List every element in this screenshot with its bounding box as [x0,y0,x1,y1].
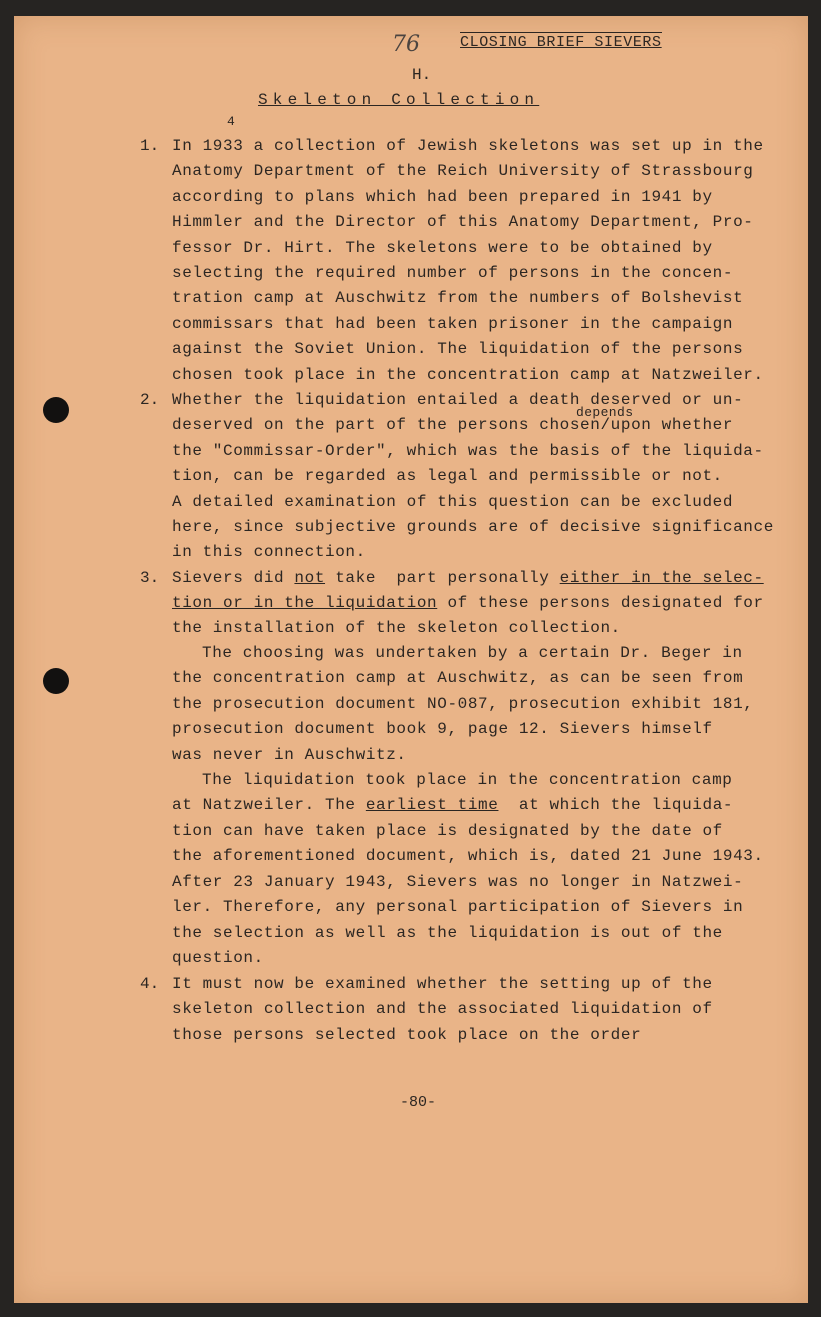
handwritten-page-number: 76 [392,32,420,57]
text-line: the installation of the skeleton collection. [172,619,621,637]
text-line: tration camp at Auschwitz from the numbers of Bolshevist [172,289,744,308]
text-line: was never in Auschwitz. [172,745,407,764]
text-line: deserved on the part of the persons chosen/upon whether [172,416,734,435]
text-line: fessor Dr. Hirt. The skeletons were to be obtained by [172,238,713,257]
section-title: Skeleton Collection [258,91,540,109]
text-line: It must now be examined whether the setting up of the [172,975,713,993]
text-line: the "Commissar-Order", which was the basis of the liquida- [172,441,764,460]
punch-hole [43,397,69,423]
paragraph-number: 2. [140,391,160,409]
typed-insertion: depends [576,405,634,420]
text-run: Sievers did [172,569,295,587]
text-line: Himmler and the Director of this Anatomy Department, Pro- [172,213,754,232]
text-run: at Natzweiler. The [172,796,366,814]
punch-hole [43,668,69,694]
text-line: in this connection. [172,543,366,562]
text-line [172,593,764,613]
text-line: commissars that had been taken prisoner in the campaign [172,314,734,333]
handwritten-correction: 4 [227,114,236,129]
underlined-text: not [294,569,326,587]
text-line: skeleton collection and the associated liquidation of [172,1000,713,1019]
text-line: the selection as well as the liquidation is out of the [172,923,723,942]
text-line: A detailed examination of this question can be excluded [172,492,734,511]
paragraph-number: 4. [140,975,160,993]
text-line: tion, can be regarded as legal and permissible or not. [172,467,723,486]
text-line: chosen took place in the concentration camp at Natzweiler. [172,365,764,384]
text-line [172,795,733,815]
text-line: After 23 January 1943, Sievers was no longer in Natzwei- [172,872,744,891]
document-page [14,16,808,1303]
text-run: of these persons designated for [437,594,764,612]
document-header-label: CLOSING BRIEF SIEVERS [460,34,662,51]
text-line: Whether the liquidation entailed a death deserved or un- [172,391,744,409]
paragraph-number: 3. [140,569,160,587]
text-run: at which the liquida- [498,796,734,814]
page-number: -80- [400,1094,437,1111]
text-line: The choosing was undertaken by a certain Dr. Beger in [202,644,743,662]
text-line [172,568,764,588]
text-line: against the Soviet Union. The liquidation of the persons [172,340,744,359]
text-line: selecting the required number of persons in the concen- [172,264,734,282]
underlined-text: tion or in the liquidation [172,594,438,612]
section-letter: H. [412,66,432,84]
text-run: take part personally [325,569,560,587]
text-line: In 1933 a collection of Jewish skeletons was set up in the [172,137,764,155]
text-line: according to plans which had been prepared in 1941 by [172,187,713,206]
text-line: ler. Therefore, any personal participation of Sievers in [172,898,744,917]
paragraph-number: 1. [140,137,160,155]
text-line: here, since subjective grounds are of decisive significance [172,518,774,536]
text-line: those persons selected took place on the order [172,1025,642,1044]
underlined-text: either in the selec- [559,569,764,587]
text-line: the aforementioned document, which is, dated 21 June 1943. [172,847,764,866]
text-line: the concentration camp at Auschwitz, as can be seen from [172,669,744,688]
text-line: Anatomy Department of the Reich University of Strassbourg [172,162,754,181]
text-line: tion can have taken place is designated by the date of [172,822,723,840]
text-line: prosecution document book 9, page 12. Sievers himself [172,720,713,739]
text-line: the prosecution document NO-087, prosecution exhibit 181, [172,694,754,713]
underlined-text: earliest time [365,796,499,814]
text-line: question. [172,949,264,967]
text-line: The liquidation took place in the concentration camp [202,771,733,789]
